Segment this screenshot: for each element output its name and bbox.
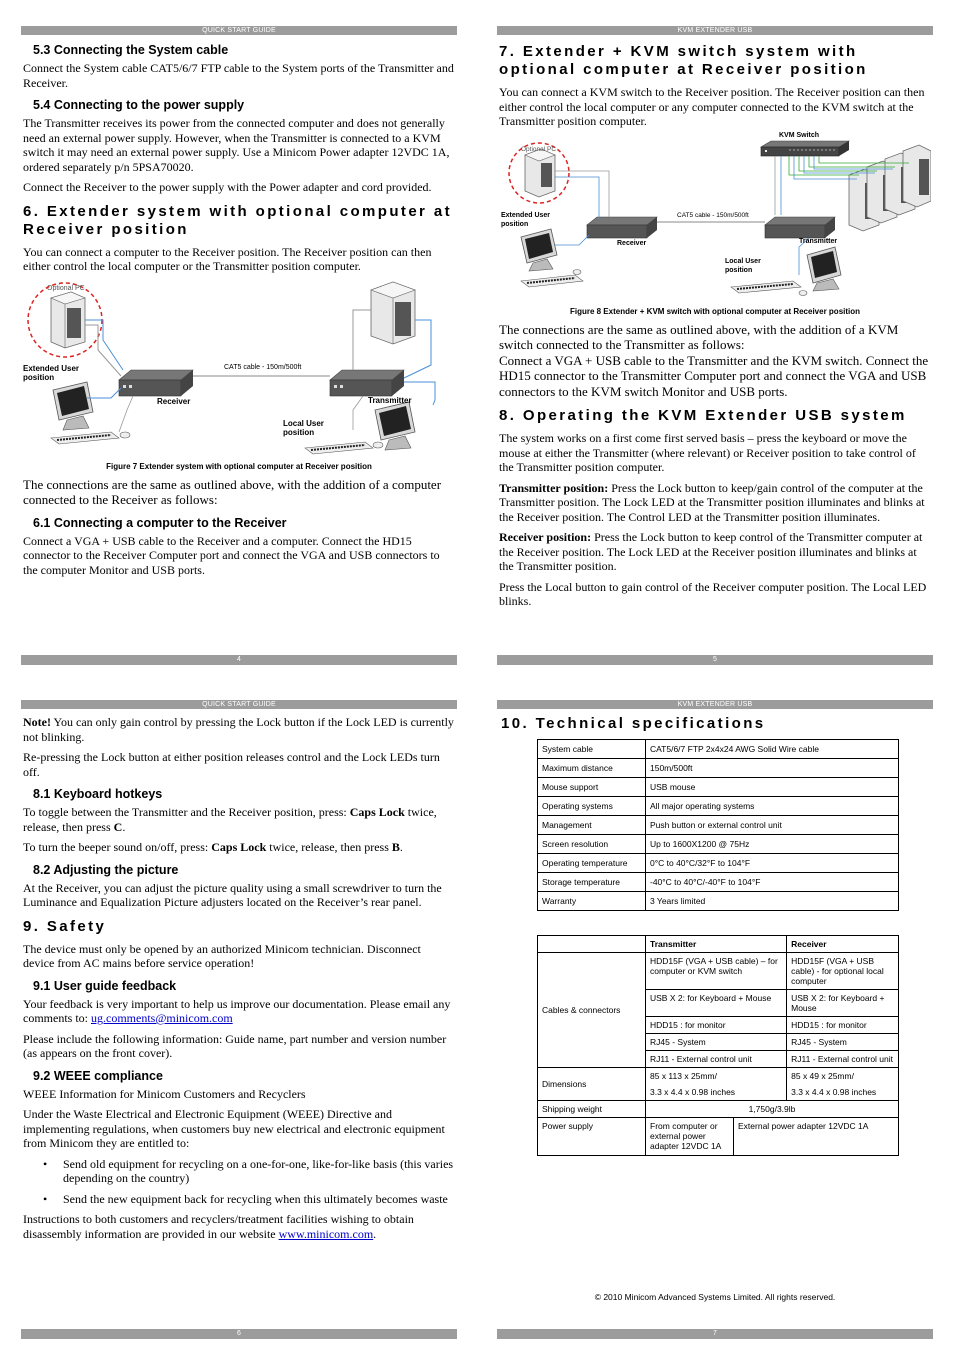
list-item: • Send the new equipment back for recycling when this ultimately becomes waste <box>43 1192 455 1207</box>
feedback-email-link[interactable]: ug.comments@minicom.com <box>91 1011 233 1025</box>
paragraph: The system works on a first come first served basis – press the keyboard or move the mouse at either the Transmitter (where relevant) or Receiver position to take control of the Transmitter position computer. <box>499 431 916 474</box>
column-header-receiver: Receiver <box>787 936 899 953</box>
paragraph: Under the Waste Electrical and Electronic Equipment (WEEE) Directive and implementing regulations, when customers buy new electrical and electronic equipment from Minicom they are entitled to: <box>23 1107 445 1150</box>
website-link[interactable]: www.minicom.com <box>278 1226 374 1241</box>
table-row <box>538 740 899 759</box>
paragraph: You can connect a KVM switch to the Receiver position. The Receiver position can then either control the local computer or any computer connected to the KVM switch at the Transmitter position computer. <box>499 85 925 128</box>
table-cell: HDD15 : for monitor <box>787 1017 899 1034</box>
list-item: • Send old equipment for recycling on a one-for-one, like-for-like basis (this varies depending on the country) <box>43 1157 455 1186</box>
spec-table <box>537 739 899 911</box>
table-cell: RJ45 - System <box>787 1034 899 1051</box>
mouse-icon <box>573 269 581 274</box>
paragraph: Connect a VGA + USB cable to the Transmitter and the KVM switch. Connect the HD15 connector to the Transmitter Computer port and connect the VGA and USB connectors to the KVM switch Monitor and USB ports. <box>499 352 929 399</box>
column-header-transmitter: Transmitter <box>646 936 787 953</box>
heading-6-1: 6.1 Connecting a computer to the Receiver <box>33 515 287 530</box>
text: Your feedback is very important to help us improve our documentation. Please email any comments to: <box>23 996 451 1025</box>
receiver-position-label: Receiver position: <box>499 530 592 544</box>
heading-5-4: 5.4 Connecting to the power supply <box>33 98 245 112</box>
paragraph <box>23 840 455 855</box>
dimension-line: 3.3 x 4.4 x 0.98 inches <box>791 1087 877 1097</box>
kvm-switch-label: KVM Switch <box>779 131 820 139</box>
extended-user-label: Extended User position <box>23 363 80 382</box>
table-row <box>538 816 899 835</box>
heading-8-1: 8.1 Keyboard hotkeys <box>33 787 163 801</box>
local-user-label: Local User position <box>283 418 324 437</box>
table-row <box>538 1068 899 1101</box>
mouse-icon <box>799 290 807 295</box>
page-5 <box>497 26 933 686</box>
paragraph: Press the Local button to gain control of the Receiver computer position. The Local LED blinks. <box>499 579 927 608</box>
table-cell: Dimensions <box>538 1068 646 1101</box>
dimension-line: 85 x 49 x 25mm/ <box>791 1071 854 1081</box>
page-header: QUICK START GUIDE <box>21 26 457 35</box>
table-cell: HDD15F (VGA + USB cable) – for computer or KVM switch <box>646 953 787 990</box>
page-header: KVM EXTENDER USB <box>497 26 933 35</box>
heading-7: 7. Extender + KVM switch system with optional computer at Receiver position <box>499 43 868 78</box>
table-cell: 0°C to 40°C/32°F to 104°F <box>646 854 899 873</box>
connectors-table <box>537 935 899 1156</box>
heading-5-3: 5.3 Connecting the System cable <box>33 43 229 57</box>
table-cell: USB X 2: for Keyboard + Mouse <box>646 990 787 1017</box>
table-cell: Maximum distance <box>538 759 646 778</box>
receiver-device-icon <box>587 225 647 238</box>
table-cell <box>646 1068 787 1101</box>
cable-label: CAT5 cable - 150m/500ft <box>677 211 749 219</box>
receiver-device-icon <box>119 380 181 396</box>
paragraph: Connect the Receiver to the power supply with the Power adapter and cord provided. <box>23 180 432 194</box>
transmitter-position-text: Press the Lock button to keep/gain control of the computer at the Transmitter position. The Lock LED at the Transmitter position illuminates and blinks at the Receiver position. The Control LED at the Transmitter position illuminates. <box>499 480 925 524</box>
text: twice, release, then press <box>266 840 392 854</box>
table-cell: Operating systems <box>538 797 646 816</box>
key-caps-lock: Caps Lock <box>211 840 267 854</box>
paragraph: Re-pressing the Lock button at either position releases control and the Lock LEDs turn off. <box>23 750 440 779</box>
receiver-label: Receiver <box>157 396 191 406</box>
table-cell: Shipping weight <box>538 1101 646 1118</box>
table-cell: All major operating systems <box>646 797 899 816</box>
heading-9: 9. Safety <box>23 917 107 935</box>
table-cell: Power supply <box>538 1118 646 1156</box>
text: . <box>373 1226 377 1241</box>
page-header: KVM EXTENDER USB <box>497 700 933 709</box>
transmitter-position-label: Transmitter position: <box>499 480 609 495</box>
key-c: C <box>113 819 123 834</box>
table-cell <box>787 1068 899 1101</box>
transmitter-device-icon <box>330 380 392 396</box>
dimension-line: 3.3 x 4.4 x 0.98 inches <box>650 1087 736 1097</box>
table-row <box>538 892 899 911</box>
paragraph: Please include the following information: Guide name, part number and version number (as appears on the front cover). <box>23 1031 447 1060</box>
table-cell: Storage temperature <box>538 873 646 892</box>
table-row <box>538 953 899 990</box>
text: . <box>122 819 126 834</box>
table-cell: Management <box>538 816 646 835</box>
table-cell: USB X 2: for Keyboard + Mouse <box>787 990 899 1017</box>
kvm-switch-icon <box>761 147 839 156</box>
copyright: © 2010 Minicom Advanced Systems Limited. All rights reserved. <box>594 1292 836 1302</box>
transmitter-label: Transmitter <box>799 237 838 245</box>
heading-9-2: 9.2 WEEE compliance <box>33 1068 163 1083</box>
table-cell: USB mouse <box>646 778 899 797</box>
figure-7-caption: Figure 7 Extender system with optional computer at Receiver position <box>106 461 372 471</box>
receiver-position-text: Press the Lock button to keep control of the Transmitter computer at the Receiver position. The Lock LED at the Receiver position illuminates and blinks at the Transmitter position. <box>499 530 923 573</box>
table-cell: RJ45 - System <box>646 1034 787 1051</box>
extended-user-label: Extended User position <box>501 211 551 228</box>
table-row <box>538 854 899 873</box>
table-row <box>538 797 899 816</box>
mouse-icon <box>120 432 130 438</box>
heading-8: 8. Operating the KVM Extender USB system <box>499 407 907 424</box>
table-cell: RJ11 - External control unit <box>646 1051 787 1068</box>
table-cell: External power adapter 12VDC 1A <box>734 1118 899 1156</box>
text: To turn the beeper sound on/off, press: <box>23 840 212 854</box>
server-stack-icon <box>849 145 931 231</box>
keyboard-icon <box>731 281 801 293</box>
paragraph: At the Receiver, you can adjust the picture quality using a small screwdriver to turn the Luminance and Equalization Picture adjusters located on the Receiver’s rear panel. <box>23 880 442 909</box>
text: Instructions to both customers and recyclers/treatment facilities wishing to obtain disassembly information are provided in our website <box>23 1212 414 1241</box>
table-cell: From computer or external power adapter 12VDC 1A <box>646 1118 734 1156</box>
heading-8-2: 8.2 Adjusting the picture <box>33 862 179 877</box>
heading-9-1: 9.1 User guide feedback <box>33 978 177 993</box>
paragraph <box>23 997 455 1026</box>
table-cell: 150m/500ft <box>646 759 899 778</box>
paragraph: WEEE Information for Minicom Customers and Recyclers <box>23 1086 306 1101</box>
table-cell: HDD15 : for monitor <box>646 1017 787 1034</box>
table-cell: Cables & connectors <box>538 953 646 1068</box>
page-6 <box>21 700 457 1351</box>
optional-pc-label: Optional PC <box>521 145 557 153</box>
page-footer: 4 <box>21 655 457 665</box>
table-cell: Operating temperature <box>538 854 646 873</box>
table-cell: Warranty <box>538 892 646 911</box>
page-footer: 6 <box>21 1329 457 1339</box>
paragraph <box>23 715 455 744</box>
page-footer: 7 <box>497 1329 933 1339</box>
figure-8 <box>499 131 931 303</box>
table-row <box>538 873 899 892</box>
table-cell: 1,750g/3.9lb <box>646 1101 899 1118</box>
key-b: B <box>391 840 400 854</box>
page-footer: 5 <box>497 655 933 665</box>
paragraph: The connections are the same as outlined above, with the addition of a computer connected to the Receiver as follows: <box>23 476 442 507</box>
paragraph: You can connect a computer to the Receiver position. The Receiver position can then either control the local computer or the Transmitter position computer. <box>23 244 432 273</box>
page-7 <box>497 700 933 1351</box>
transmitter-label: Transmitter <box>368 395 412 405</box>
table-cell <box>538 936 646 953</box>
text: . <box>399 840 403 854</box>
paragraph: Connect a VGA + USB cable to the Receiver and a computer. Connect the HD15 connector to the Receiver Computer port and connect the VGA and USB connectors to the computer Monitor and USB ports. <box>23 533 440 577</box>
table-cell: RJ11 - External control unit <box>787 1051 899 1068</box>
table-row <box>538 835 899 854</box>
figure-8-caption: Figure 8 Extender + KVM switch with optional computer at Receiver position <box>569 306 861 316</box>
table-row <box>538 1118 899 1156</box>
paragraph: The connections are the same as outlined above, with the addition of a KVM switch connected to the Transmitter as follows: <box>499 321 899 352</box>
receiver-label: Receiver <box>617 239 647 247</box>
note-text: You can only gain control by pressing the Lock button if the Lock LED is currently not blinking. <box>23 715 454 744</box>
table-header-row <box>538 936 899 953</box>
local-user-label: Local User position <box>725 257 761 274</box>
table-cell: HDD15F (VGA + USB cable) - for optional local computer <box>787 953 899 990</box>
table-cell: Screen resolution <box>538 835 646 854</box>
table-cell: -40°C to 40°C/-40°F to 104°F <box>646 873 899 892</box>
cable-label: CAT5 cable - 150m/500ft <box>224 363 302 371</box>
table-row <box>538 1101 899 1118</box>
table-cell: Mouse support <box>538 778 646 797</box>
page-header: QUICK START GUIDE <box>21 700 457 709</box>
table-row <box>538 778 899 797</box>
paragraph <box>23 805 455 834</box>
weee-list <box>43 1157 455 1207</box>
note-label: Note! <box>23 715 51 729</box>
dimension-line: 85 x 113 x 25mm/ <box>650 1071 717 1081</box>
paragraph <box>23 1212 455 1241</box>
key-caps-lock: Caps Lock <box>349 805 405 819</box>
heading-10: 10. Technical specifications <box>501 715 766 732</box>
paragraph: The Transmitter receives its power from the connected computer and does not generally need an external power supply. However, when the Transmitter is connected to a KVM switch it may need an external power supply. Use a Minicom Power adapter 12VDC 1A, ordered separately p/n 5PSA70020. <box>23 116 450 174</box>
page-4 <box>21 26 457 686</box>
table-cell: CAT5/6/7 FTP 2x4x24 AWG Solid Wire cable <box>646 740 899 759</box>
paragraph <box>499 481 931 525</box>
figure-7 <box>23 280 455 458</box>
table-cell: Push button or external control unit <box>646 816 899 835</box>
paragraph: The device must only be opened by an authorized Minicom technician. Disconnect device from AC mains before service operation! <box>23 941 421 970</box>
table-cell: System cable <box>538 740 646 759</box>
heading-6: 6. Extender system with optional computer at Receiver position <box>23 202 453 238</box>
paragraph <box>499 530 931 574</box>
table-cell: 3 Years limited <box>646 892 899 911</box>
optional-pc-label: Optional PC <box>47 284 85 292</box>
text: twice, release, then press <box>23 805 437 834</box>
table-cell: Up to 1600X1200 @ 75Hz <box>646 835 899 854</box>
mouse-icon <box>373 442 383 448</box>
paragraph: Connect the System cable CAT5/6/7 FTP cable to the System ports of the Transmitter and Receiver. <box>23 61 454 90</box>
table-row <box>538 759 899 778</box>
text: To toggle between the Transmitter and the Receiver position, press: <box>23 805 350 819</box>
